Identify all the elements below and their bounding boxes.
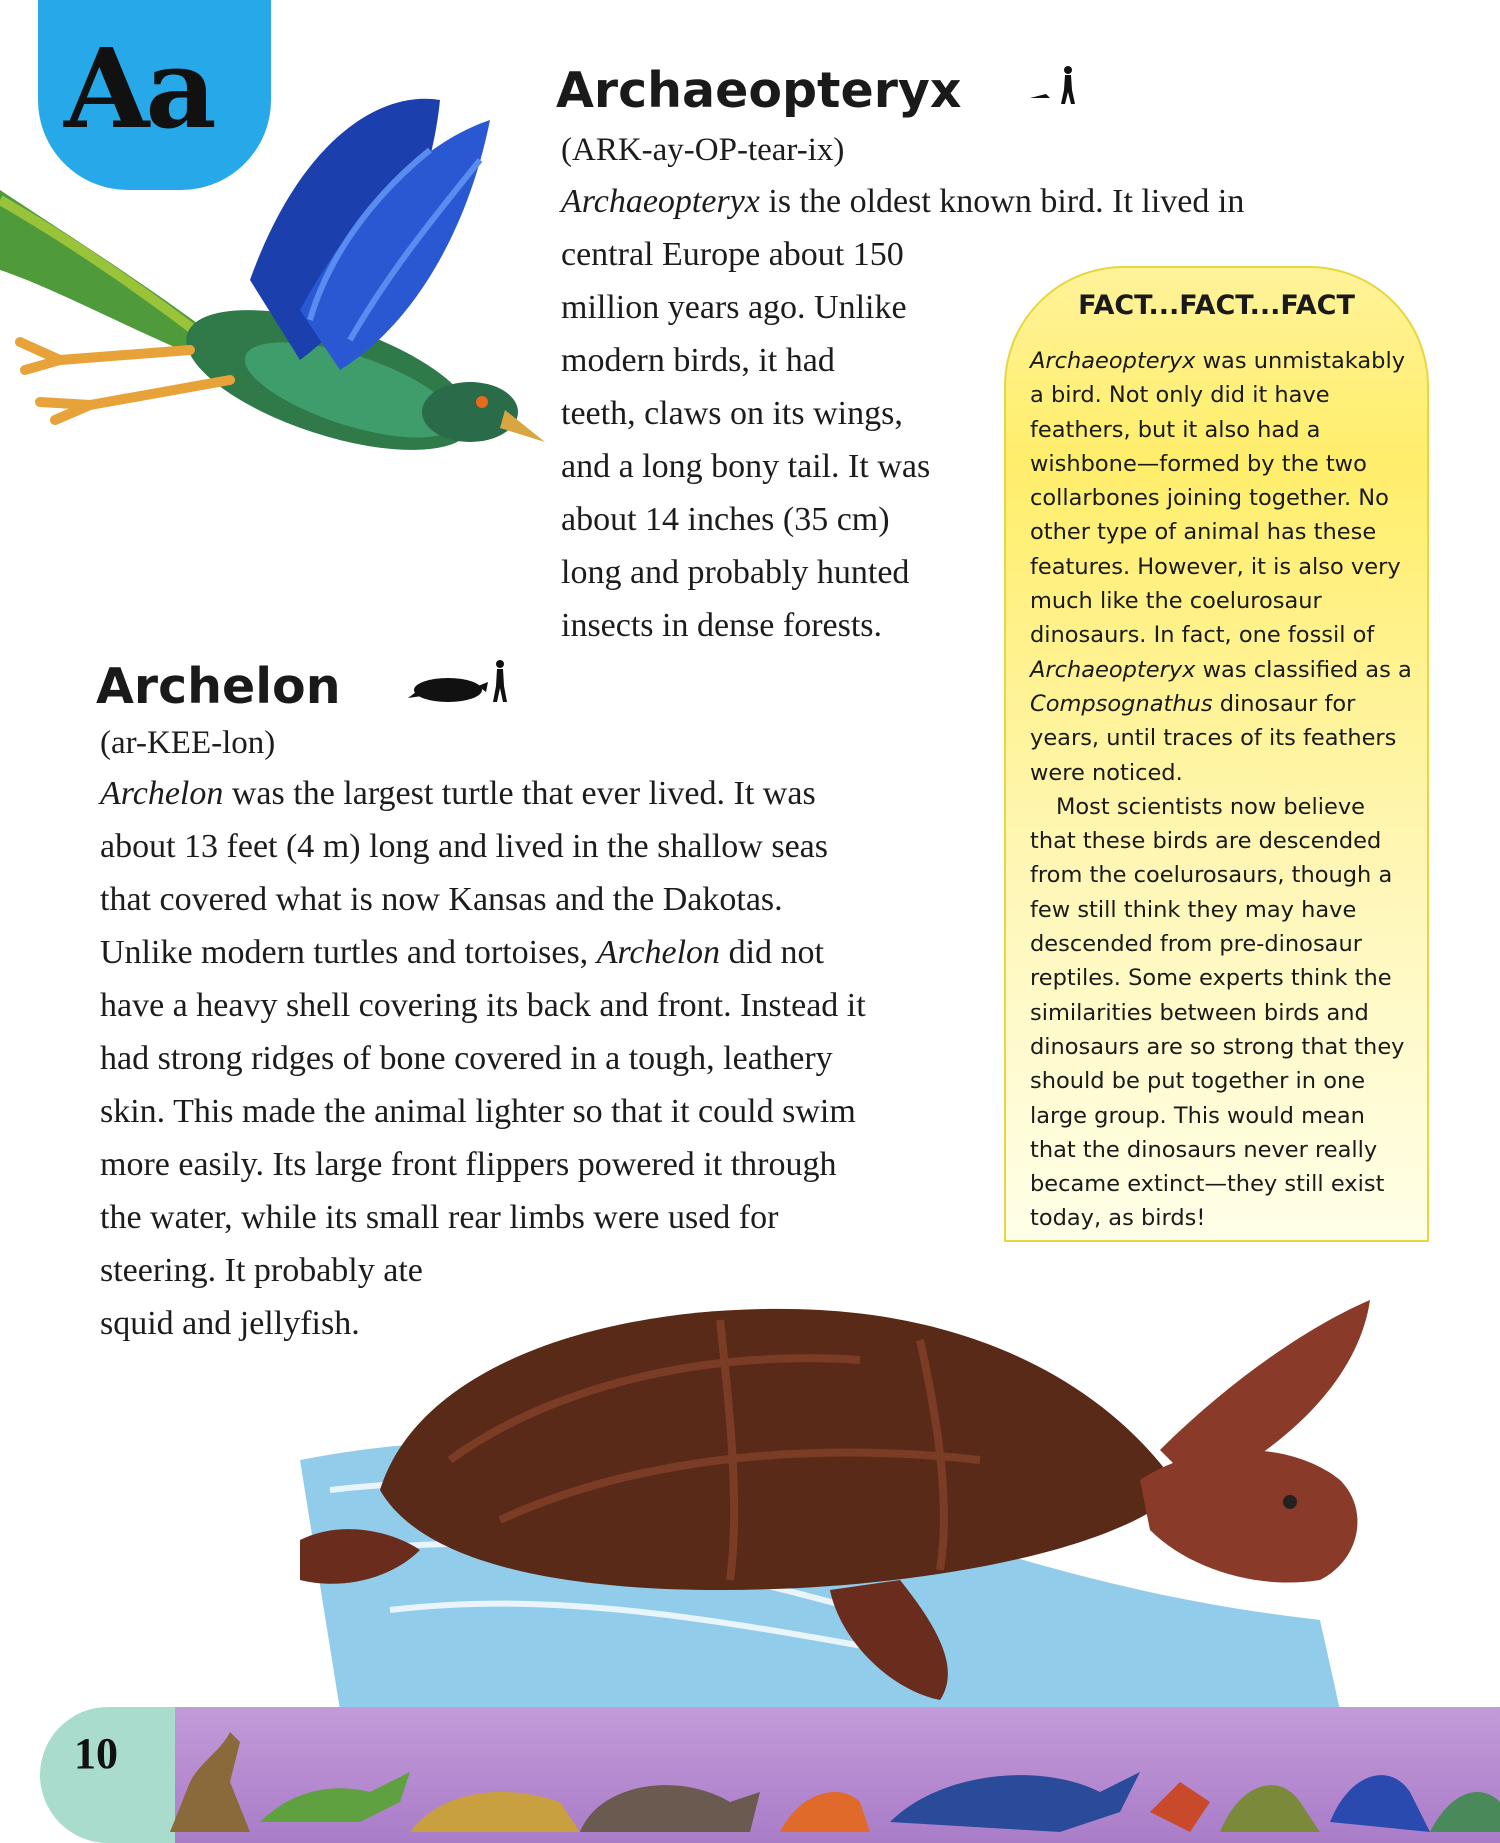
archelon-line-4: Unlike modern turtles and tortoises, Archelon did not: [100, 934, 824, 971]
archelon-title: Archelon: [96, 658, 341, 715]
archaeopteryx-line-1: Archaeopteryx is the oldest known bird. It lived in: [561, 183, 1245, 220]
dinosaur-border-illustration: [160, 1712, 1500, 1843]
archaeopteryx-line-4: modern birds, it had: [561, 342, 835, 379]
archelon-line-2: about 13 feet (4 m) long and lived in the shallow seas: [100, 828, 828, 865]
fact-box-title: FACT...FACT...FACT: [1078, 290, 1355, 321]
archelon-line-10: steering. It probably ate: [100, 1252, 423, 1289]
archaeopteryx-pronunciation: (ARK-ay-OP-tear-ix): [561, 132, 845, 168]
archelon-line-7: skin. This made the animal lighter so that it could swim: [100, 1093, 856, 1130]
archelon-line-6: had strong ridges of bone covered in a tough, leathery: [100, 1040, 833, 1077]
archelon-line-9: the water, while its small rear limbs were used for: [100, 1199, 779, 1236]
archaeopteryx-line-3: million years ago. Unlike: [561, 289, 907, 326]
archelon-inline-name: Archelon: [596, 934, 721, 971]
scale-silhouette-icon: [1028, 62, 1078, 108]
archelon-pronunciation: (ar-KEE-lon): [100, 725, 276, 761]
scale-silhouette-icon: [408, 656, 508, 708]
archaeopteryx-line-9: insects in dense forests.: [561, 607, 883, 644]
archaeopteryx-line-5: teeth, claws on its wings,: [561, 395, 903, 432]
archelon-illustration: [300, 1290, 1430, 1710]
archaeopteryx-line-6: and a long bony tail. It was: [561, 448, 931, 485]
archelon-line-8: more easily. Its large front flippers powered it through: [100, 1146, 837, 1183]
archelon-body: [100, 767, 1000, 1350]
archaeopteryx-line-2: central Europe about 150: [561, 236, 904, 273]
fact-box: [1004, 266, 1429, 1242]
archaeopteryx-illustration: [0, 80, 560, 540]
archelon-line-1: Archelon was the largest turtle that ever lived. It was: [100, 775, 816, 812]
archaeopteryx-line-7: about 14 inches (35 cm): [561, 501, 890, 538]
fact-box-text: [1030, 344, 1415, 1236]
archelon-line-5: have a heavy shell covering its back and front. Instead it: [100, 987, 866, 1024]
fact-paragraph-1: Archaeopteryx was unmistakably a bird. Not only did it have feathers, but it also had a wishbone—formed by the two collarbones joining together. No other type of animal has these features. However, it is also very much like the coelurosaur dinosaurs. In fact, one fossil of Archaeopteryx was classified as a Compsognathus dinosaur for years, until traces of its feathers were noticed.: [1030, 348, 1412, 786]
fact-paragraph-2: Most scientists now believe that these birds are descended from the coelurosaurs, though a few still think they may have descended from pre-dinosaur reptiles. Some experts think the similarities between birds and dinosaurs are so strong that they should be put together in one large group. This would mean that the dinosaurs never really became extinct—they still exist today, as birds!: [1030, 793, 1405, 1232]
archaeopteryx-inline-name: Archaeopteryx: [561, 183, 760, 220]
archelon-line-3: that covered what is now Kansas and the Dakotas.: [100, 881, 783, 918]
archaeopteryx-line-8: long and probably hunted: [561, 554, 910, 591]
archelon-inline-name: Archelon: [100, 775, 224, 812]
archelon-line-11: squid and jellyfish.: [100, 1305, 360, 1342]
archaeopteryx-title: Archaeopteryx: [556, 62, 962, 119]
letter-label: Aa: [64, 24, 213, 153]
page-number: 10: [74, 1729, 118, 1778]
